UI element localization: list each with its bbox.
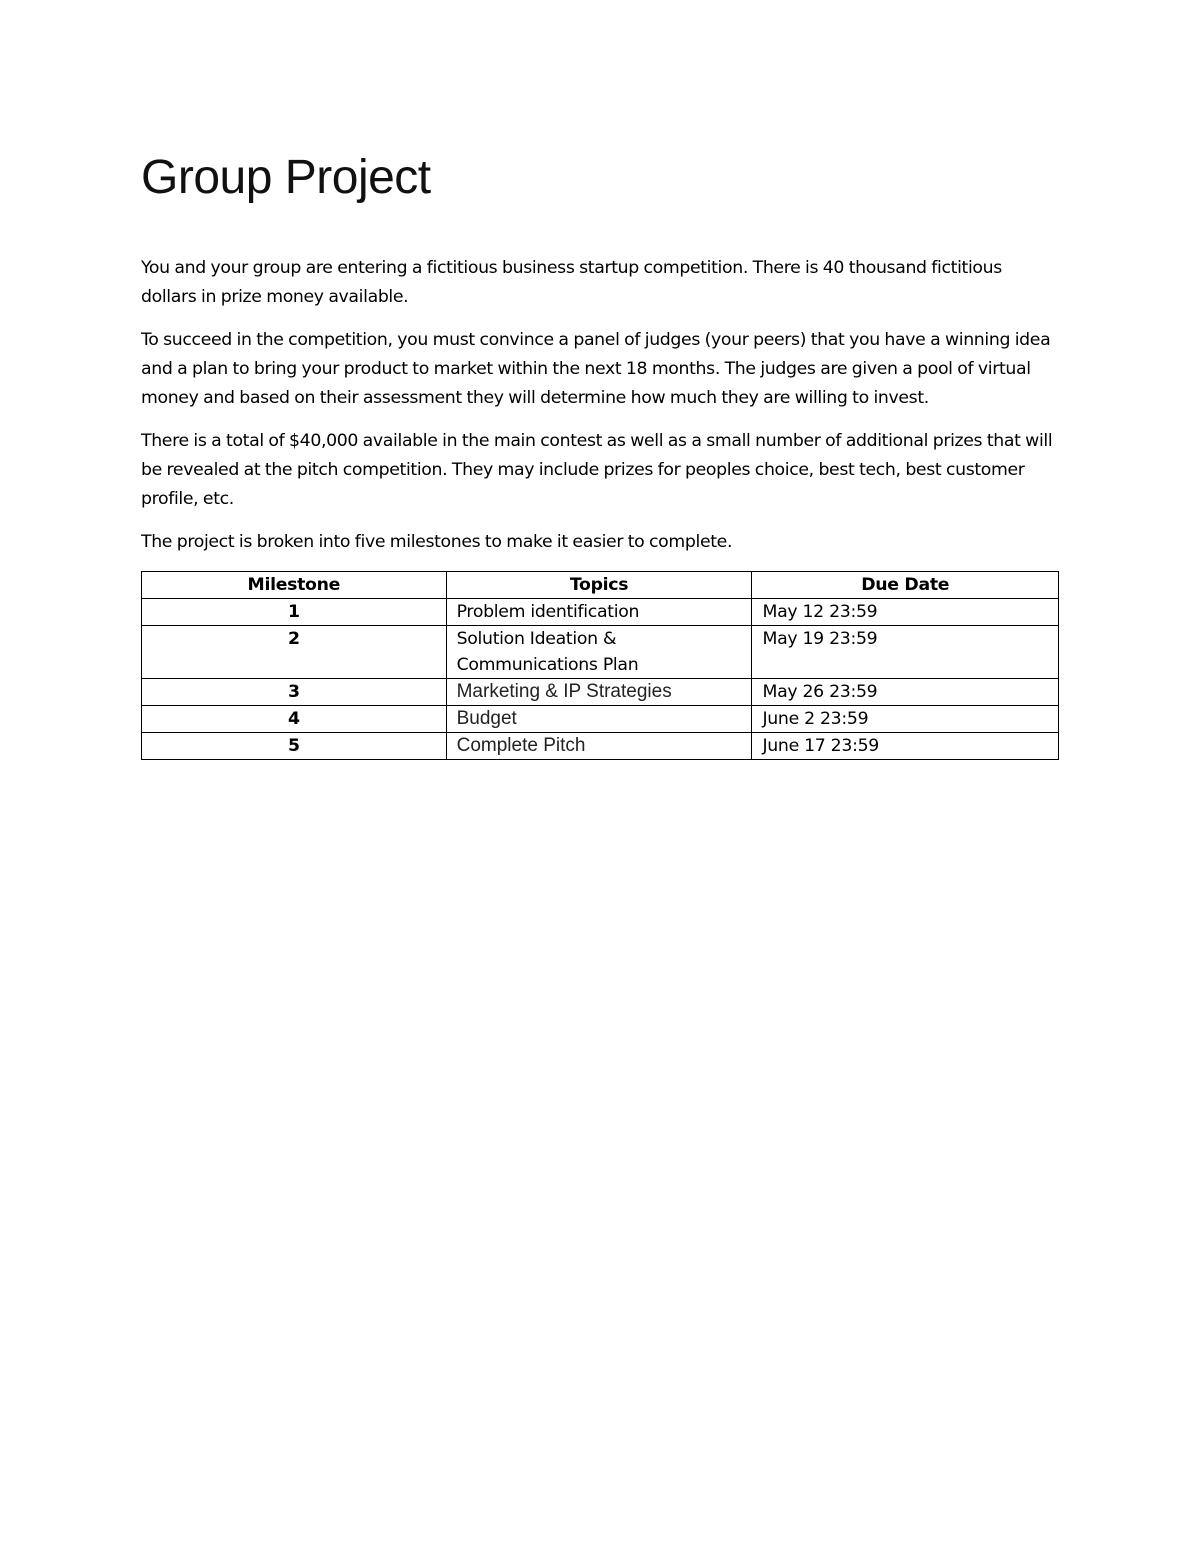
document-page (141, 150, 1061, 760)
milestone-number: 3 (142, 679, 447, 706)
table-header-row (142, 572, 1059, 599)
milestone-due-date: May 19 23:59 (752, 626, 1059, 679)
milestones-intro-paragraph: The project is broken into five milestones to make it easier to complete. (141, 532, 733, 552)
milestone-topic: Budget (446, 706, 752, 733)
milestones-table (141, 571, 1059, 760)
judging-paragraph: To succeed in the competition, you must convince a panel of judges (your peers) that you have a winning idea and a plan to bring your product to market within the next 18 months. The judges are given a pool of virtual money and based on their assessment they will determine how much they are willing to invest. (141, 330, 1051, 408)
milestone-number: 2 (142, 626, 447, 679)
milestone-due-date: May 26 23:59 (752, 679, 1059, 706)
milestone-due-date: June 17 23:59 (752, 733, 1059, 760)
milestone-topic: Problem identification (446, 599, 752, 626)
header-due-date: Due Date (752, 572, 1059, 599)
table-row (142, 599, 1059, 626)
header-topics: Topics (446, 572, 752, 599)
page-title: Group Project (141, 151, 431, 204)
table-row (142, 706, 1059, 733)
milestone-topic: Marketing & IP Strategies (446, 679, 752, 706)
milestone-number: 4 (142, 706, 447, 733)
milestone-due-date: May 12 23:59 (752, 599, 1059, 626)
milestone-topic: Complete Pitch (446, 733, 752, 760)
table-row (142, 733, 1059, 760)
milestone-topic: Solution Ideation & Communications Plan (446, 626, 752, 679)
table-row (142, 679, 1059, 706)
table-row (142, 626, 1059, 679)
milestone-due-date: June 2 23:59 (752, 706, 1059, 733)
prizes-paragraph: There is a total of $40,000 available in the main contest as well as a small number of additional prizes that will be revealed at the pitch competition. They may include prizes for peoples choice, best tech, best customer profile, etc. (141, 431, 1053, 509)
header-milestone: Milestone (142, 572, 447, 599)
milestone-number: 1 (142, 599, 447, 626)
milestone-number: 5 (142, 733, 447, 760)
intro-paragraph: You and your group are entering a fictitious business startup competition. There is 40 thousand fictitious dollars in prize money available. (141, 258, 1002, 307)
